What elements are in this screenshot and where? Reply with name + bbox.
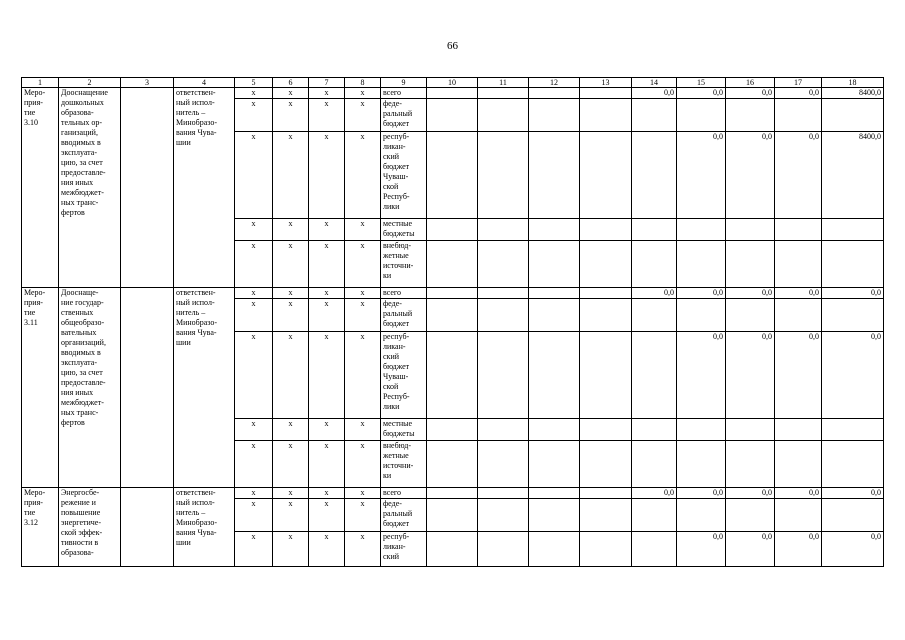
value-c16 [726, 499, 775, 532]
value-c18: 0,0 [822, 332, 884, 419]
value-c17: 0,0 [775, 532, 822, 567]
table-row [22, 288, 884, 299]
mark-cell: x [235, 332, 273, 419]
empty-cell [580, 441, 632, 488]
value-c18: 0,0 [822, 288, 884, 299]
mark-cell: x [273, 488, 309, 499]
header-cell: 4 [174, 78, 235, 88]
value-c15 [677, 499, 726, 532]
value-c16 [726, 99, 775, 132]
measure-executor: ответствен- ный испол- нитель – Минобразо- вания Чува- шии [174, 488, 235, 567]
mark-cell: x [273, 88, 309, 99]
funding-source: всего [381, 88, 427, 99]
value-c14: 0,0 [632, 88, 677, 99]
col3-empty [121, 488, 174, 567]
mark-cell: x [309, 99, 345, 132]
empty-cell [529, 88, 580, 99]
mark-cell: x [309, 499, 345, 532]
measure-name: Дооснаще- ние государ- ственных общеобразо- вательных организаций, вводимых в эксплуата- цию, за счет предоставле- ния иных межбюджет- ных транс- фертов [59, 288, 121, 488]
empty-cell [478, 241, 529, 288]
value-c17: 0,0 [775, 288, 822, 299]
mark-cell: x [309, 332, 345, 419]
empty-cell [580, 499, 632, 532]
empty-cell [478, 532, 529, 567]
empty-cell [427, 488, 478, 499]
funding-table [21, 77, 884, 567]
value-c15: 0,0 [677, 288, 726, 299]
funding-source: всего [381, 288, 427, 299]
mark-cell: x [345, 499, 381, 532]
value-c14: 0,0 [632, 488, 677, 499]
empty-cell [478, 332, 529, 419]
empty-cell [478, 299, 529, 332]
mark-cell: x [273, 241, 309, 288]
empty-cell [580, 488, 632, 499]
mark-cell: x [345, 332, 381, 419]
empty-cell [529, 288, 580, 299]
mark-cell: x [235, 241, 273, 288]
mark-cell: x [309, 241, 345, 288]
funding-source: местные бюджеты [381, 419, 427, 441]
header-cell: 13 [580, 78, 632, 88]
empty-cell [427, 441, 478, 488]
value-c16 [726, 419, 775, 441]
table-row [22, 88, 884, 99]
table-row [22, 488, 884, 499]
value-c16: 0,0 [726, 88, 775, 99]
funding-source: респуб- ликан- ский бюджет Чуваш- ской Респуб- лики [381, 332, 427, 419]
value-c14 [632, 299, 677, 332]
value-c17: 0,0 [775, 132, 822, 219]
header-cell: 10 [427, 78, 478, 88]
empty-cell [478, 419, 529, 441]
value-c18 [822, 419, 884, 441]
value-c15 [677, 441, 726, 488]
measure-name: Энергосбе- режение и повышение энергетиче- ской эффек- тивности в образова- [59, 488, 121, 567]
mark-cell: x [273, 532, 309, 567]
empty-cell [427, 332, 478, 419]
empty-cell [529, 419, 580, 441]
header-cell: 7 [309, 78, 345, 88]
empty-cell [529, 499, 580, 532]
value-c18 [822, 99, 884, 132]
value-c16: 0,0 [726, 132, 775, 219]
value-c14 [632, 99, 677, 132]
value-c14: 0,0 [632, 288, 677, 299]
empty-cell [529, 99, 580, 132]
empty-cell [427, 499, 478, 532]
header-cell: 15 [677, 78, 726, 88]
empty-cell [427, 241, 478, 288]
mark-cell: x [235, 532, 273, 567]
page-number: 66 [447, 40, 458, 52]
value-c18 [822, 441, 884, 488]
measure-name: Дооснащение дошкольных образова- тельных ор- ганизаций, вводимых в эксплуата- цию, за счет предоставле- ния иных межбюджет- ных транс- фертов [59, 88, 121, 288]
header-cell: 14 [632, 78, 677, 88]
value-c17: 0,0 [775, 488, 822, 499]
value-c15: 0,0 [677, 132, 726, 219]
empty-cell [580, 299, 632, 332]
header-cell: 11 [478, 78, 529, 88]
mark-cell: x [309, 219, 345, 241]
mark-cell: x [345, 288, 381, 299]
mark-cell: x [235, 288, 273, 299]
funding-source: местные бюджеты [381, 219, 427, 241]
mark-cell: x [345, 219, 381, 241]
empty-cell [529, 241, 580, 288]
empty-cell [478, 488, 529, 499]
mark-cell: x [235, 499, 273, 532]
value-c15: 0,0 [677, 488, 726, 499]
empty-cell [529, 132, 580, 219]
mark-cell: x [345, 88, 381, 99]
header-cell: 17 [775, 78, 822, 88]
measure-code: Меро- прия- тие 3.12 [22, 488, 59, 567]
mark-cell: x [345, 241, 381, 288]
empty-cell [580, 332, 632, 419]
empty-cell [427, 288, 478, 299]
header-cell: 5 [235, 78, 273, 88]
header-cell: 16 [726, 78, 775, 88]
empty-cell [529, 441, 580, 488]
empty-cell [478, 132, 529, 219]
header-cell: 1 [22, 78, 59, 88]
header-cell: 2 [59, 78, 121, 88]
mark-cell: x [235, 99, 273, 132]
value-c17 [775, 219, 822, 241]
mark-cell: x [309, 532, 345, 567]
value-c17 [775, 499, 822, 532]
mark-cell: x [273, 419, 309, 441]
mark-cell: x [273, 441, 309, 488]
value-c15 [677, 241, 726, 288]
measure-executor: ответствен- ный испол- нитель – Минобразо- вания Чува- шии [174, 288, 235, 488]
mark-cell: x [345, 299, 381, 332]
empty-cell [580, 419, 632, 441]
value-c18: 8400,0 [822, 88, 884, 99]
empty-cell [478, 88, 529, 99]
mark-cell: x [309, 488, 345, 499]
value-c15 [677, 219, 726, 241]
value-c14 [632, 241, 677, 288]
funding-source: феде- ральный бюджет [381, 499, 427, 532]
mark-cell: x [235, 299, 273, 332]
empty-cell [580, 99, 632, 132]
mark-cell: x [345, 99, 381, 132]
header-cell: 12 [529, 78, 580, 88]
mark-cell: x [309, 419, 345, 441]
empty-cell [529, 332, 580, 419]
value-c14 [632, 332, 677, 419]
value-c18 [822, 499, 884, 532]
mark-cell: x [345, 132, 381, 219]
value-c14 [632, 532, 677, 567]
value-c17 [775, 441, 822, 488]
header-cell: 8 [345, 78, 381, 88]
header-cell: 3 [121, 78, 174, 88]
mark-cell: x [273, 332, 309, 419]
empty-cell [427, 419, 478, 441]
header-cell: 9 [381, 78, 427, 88]
value-c16 [726, 441, 775, 488]
value-c18 [822, 219, 884, 241]
measure-executor: ответствен- ный испол- нитель – Минобразо- вания Чува- шии [174, 88, 235, 288]
value-c15: 0,0 [677, 88, 726, 99]
mark-cell: x [309, 441, 345, 488]
mark-cell: x [309, 288, 345, 299]
empty-cell [427, 219, 478, 241]
mark-cell: x [273, 499, 309, 532]
funding-source: всего [381, 488, 427, 499]
value-c18 [822, 299, 884, 332]
value-c17 [775, 99, 822, 132]
empty-cell [478, 219, 529, 241]
mark-cell: x [273, 132, 309, 219]
value-c16: 0,0 [726, 488, 775, 499]
empty-cell [427, 132, 478, 219]
value-c14 [632, 419, 677, 441]
value-c17: 0,0 [775, 88, 822, 99]
empty-cell [580, 288, 632, 299]
mark-cell: x [345, 441, 381, 488]
value-c15 [677, 99, 726, 132]
empty-cell [529, 299, 580, 332]
measure-code: Меро- прия- тие 3.10 [22, 88, 59, 288]
value-c16: 0,0 [726, 532, 775, 567]
empty-cell [427, 299, 478, 332]
empty-cell [580, 532, 632, 567]
value-c18 [822, 241, 884, 288]
empty-cell [478, 288, 529, 299]
empty-cell [580, 132, 632, 219]
measure-code: Меро- прия- тие 3.11 [22, 288, 59, 488]
value-c16 [726, 241, 775, 288]
value-c14 [632, 499, 677, 532]
funding-source: респуб- ликан- ский [381, 532, 427, 567]
value-c14 [632, 441, 677, 488]
empty-cell [580, 241, 632, 288]
value-c16 [726, 219, 775, 241]
header-cell: 6 [273, 78, 309, 88]
empty-cell [427, 99, 478, 132]
mark-cell: x [309, 88, 345, 99]
mark-cell: x [273, 99, 309, 132]
value-c18: 8400,0 [822, 132, 884, 219]
header-cell: 18 [822, 78, 884, 88]
value-c15 [677, 419, 726, 441]
mark-cell: x [273, 299, 309, 332]
mark-cell: x [309, 132, 345, 219]
empty-cell [529, 488, 580, 499]
mark-cell: x [235, 132, 273, 219]
value-c14 [632, 132, 677, 219]
mark-cell: x [235, 441, 273, 488]
mark-cell: x [235, 219, 273, 241]
value-c15: 0,0 [677, 532, 726, 567]
mark-cell: x [345, 532, 381, 567]
empty-cell [478, 99, 529, 132]
value-c17 [775, 299, 822, 332]
value-c14 [632, 219, 677, 241]
mark-cell: x [235, 488, 273, 499]
mark-cell: x [273, 288, 309, 299]
mark-cell: x [235, 88, 273, 99]
funding-source: внебюд- жетные источни- ки [381, 241, 427, 288]
value-c18: 0,0 [822, 488, 884, 499]
funding-source: внебюд- жетные источни- ки [381, 441, 427, 488]
funding-source: респуб- ликан- ский бюджет Чуваш- ской Респуб- лики [381, 132, 427, 219]
empty-cell [580, 219, 632, 241]
mark-cell: x [309, 299, 345, 332]
value-c17: 0,0 [775, 332, 822, 419]
value-c15: 0,0 [677, 332, 726, 419]
value-c15 [677, 299, 726, 332]
value-c16: 0,0 [726, 332, 775, 419]
empty-cell [478, 499, 529, 532]
value-c16 [726, 299, 775, 332]
mark-cell: x [235, 419, 273, 441]
value-c17 [775, 241, 822, 288]
empty-cell [529, 219, 580, 241]
empty-cell [529, 532, 580, 567]
empty-cell [580, 88, 632, 99]
col3-empty [121, 288, 174, 488]
value-c17 [775, 419, 822, 441]
empty-cell [427, 532, 478, 567]
funding-source: феде- ральный бюджет [381, 299, 427, 332]
header-row [22, 78, 884, 88]
col3-empty [121, 88, 174, 288]
value-c16: 0,0 [726, 288, 775, 299]
empty-cell [427, 88, 478, 99]
funding-source: феде- ральный бюджет [381, 99, 427, 132]
mark-cell: x [345, 488, 381, 499]
mark-cell: x [273, 219, 309, 241]
mark-cell: x [345, 419, 381, 441]
value-c18: 0,0 [822, 532, 884, 567]
empty-cell [478, 441, 529, 488]
